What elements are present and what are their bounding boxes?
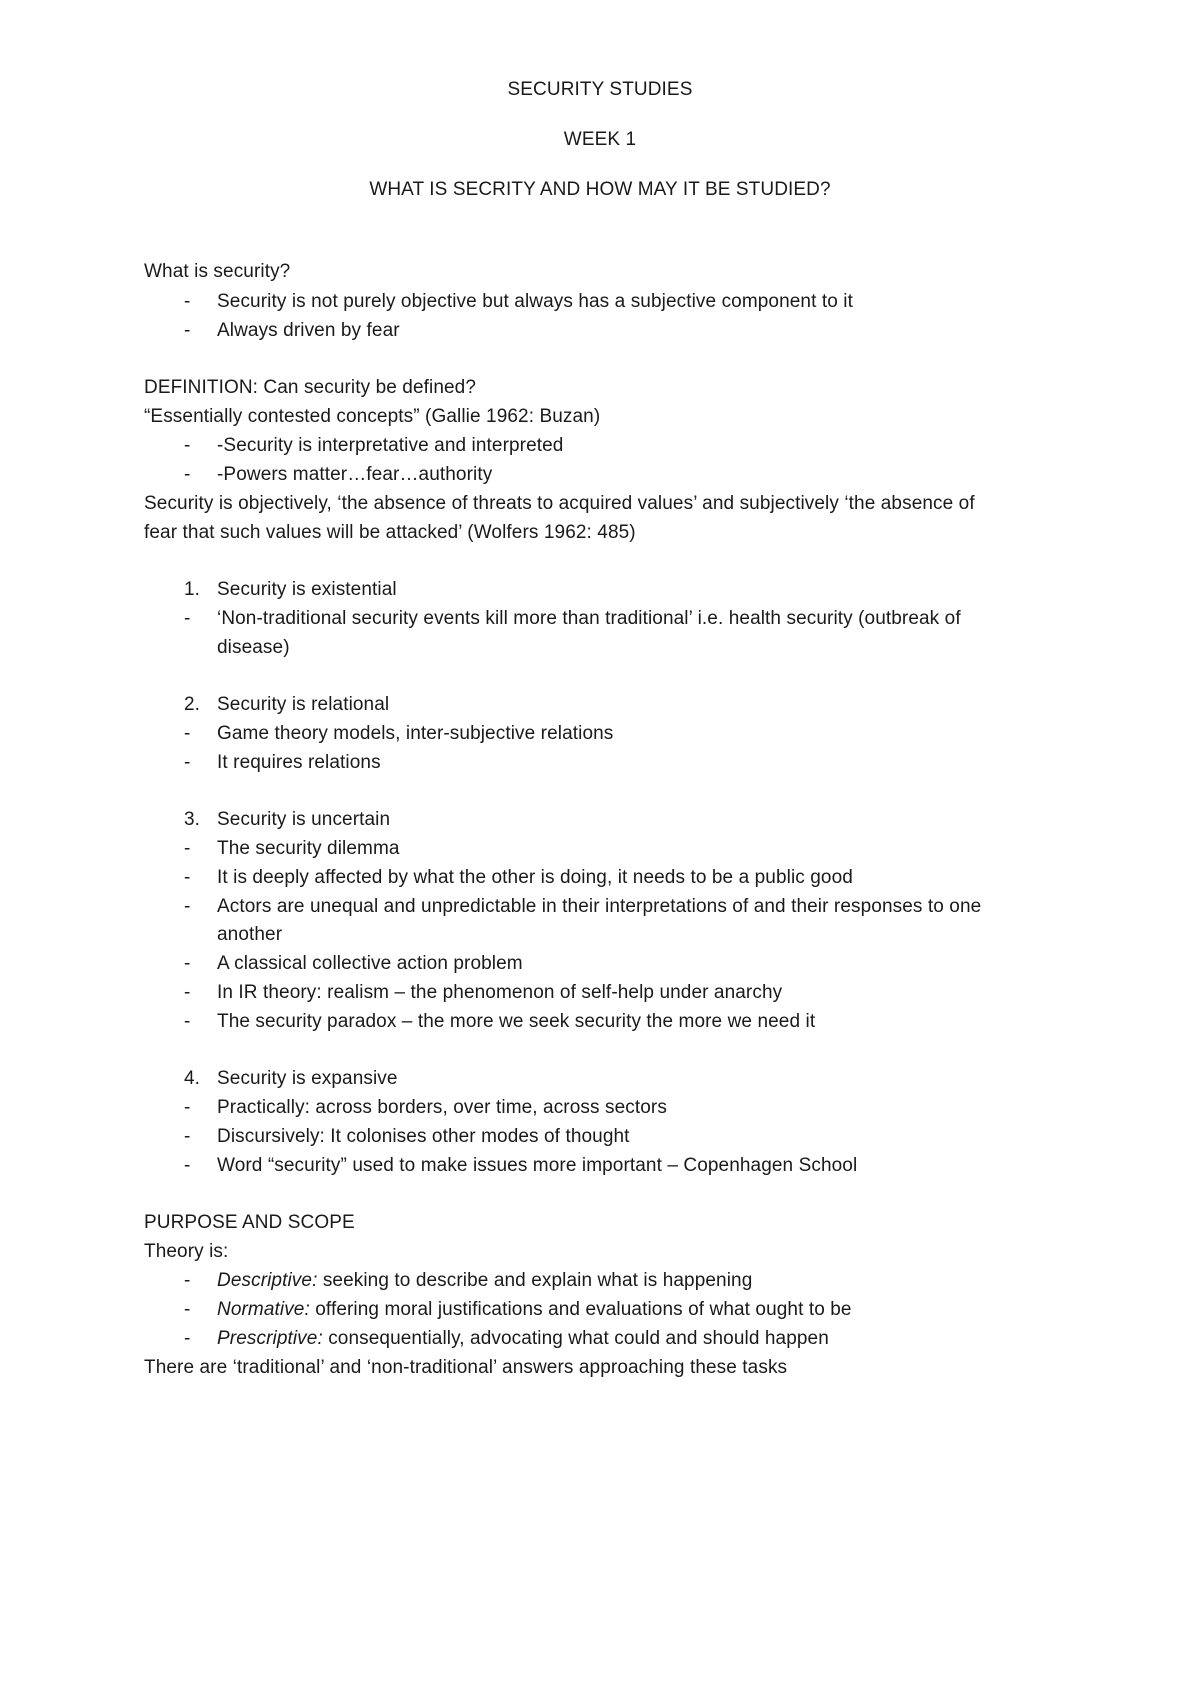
definition-paragraph: Security is objectively, ‘the absence of threats to acquired values’ and subjectively ‘the absence of bbox=[144, 493, 975, 514]
section-bullet: Word “security” used to make issues more important – Copenhagen School bbox=[217, 1155, 858, 1176]
document-title: SECURITY STUDIES bbox=[507, 79, 693, 100]
bullet-dash: - bbox=[184, 464, 191, 485]
purpose-item-text: seeking to describe and explain what is happening bbox=[317, 1270, 753, 1291]
purpose-intro: Theory is: bbox=[144, 1241, 229, 1262]
purpose-item-term: Normative: bbox=[217, 1299, 310, 1320]
section-heading: Security is uncertain bbox=[217, 809, 391, 830]
section-bullet: Actors are unequal and unpredictable in their interpretations of and their responses to one bbox=[217, 896, 982, 917]
section-number: 4. bbox=[184, 1068, 200, 1089]
section-bullet-continued: another bbox=[217, 924, 283, 945]
purpose-item bbox=[217, 1298, 852, 1322]
section-bullet: A classical collective action problem bbox=[217, 953, 523, 974]
bullet-dash: - bbox=[184, 1155, 191, 1176]
intro-bullet: Security is not purely objective but always has a subjective component to it bbox=[217, 291, 853, 312]
bullet-dash: - bbox=[184, 320, 191, 341]
section-bullet: It requires relations bbox=[217, 752, 381, 773]
bullet-dash: - bbox=[184, 752, 191, 773]
section-bullet: The security dilemma bbox=[217, 838, 400, 859]
bullet-dash: - bbox=[184, 1270, 191, 1291]
section-number: 2. bbox=[184, 694, 200, 715]
section-heading: Security is expansive bbox=[217, 1068, 398, 1089]
bullet-dash: - bbox=[184, 867, 191, 888]
bullet-dash: - bbox=[184, 953, 191, 974]
section-heading: Security is relational bbox=[217, 694, 390, 715]
bullet-dash: - bbox=[184, 291, 191, 312]
bullet-dash: - bbox=[184, 838, 191, 859]
definition-paragraph: fear that such values will be attacked’ (Wolfers 1962: 485) bbox=[144, 522, 636, 543]
bullet-dash: - bbox=[184, 1299, 191, 1320]
section-bullet: Practically: across borders, over time, across sectors bbox=[217, 1097, 667, 1118]
bullet-dash: - bbox=[184, 896, 191, 917]
section-bullet: Discursively: It colonises other modes of thought bbox=[217, 1126, 630, 1147]
purpose-item bbox=[217, 1327, 829, 1351]
bullet-dash: - bbox=[184, 608, 191, 629]
definition-bullet: -Powers matter…fear…authority bbox=[217, 464, 493, 485]
definition-bullet: -Security is interpretative and interpreted bbox=[217, 435, 564, 456]
definition-quote: “Essentially contested concepts” (Gallie 1962: Buzan) bbox=[144, 406, 601, 427]
document-subtitle: WHAT IS SECRITY AND HOW MAY IT BE STUDIED? bbox=[369, 179, 831, 200]
purpose-item bbox=[217, 1269, 752, 1293]
bullet-dash: - bbox=[184, 1126, 191, 1147]
section-bullet: In IR theory: realism – the phenomenon of self-help under anarchy bbox=[217, 982, 783, 1003]
bullet-dash: - bbox=[184, 1328, 191, 1349]
section-bullet: It is deeply affected by what the other is doing, it needs to be a public good bbox=[217, 867, 853, 888]
purpose-item-text: consequentially, advocating what could and should happen bbox=[322, 1328, 829, 1349]
section-bullet: Game theory models, inter-subjective relations bbox=[217, 723, 614, 744]
purpose-closing: There are ‘traditional’ and ‘non-traditional’ answers approaching these tasks bbox=[144, 1357, 788, 1378]
intro-bullet: Always driven by fear bbox=[217, 320, 400, 341]
section-bullet: ‘Non-traditional security events kill more than traditional’ i.e. health security (outbreak of bbox=[217, 608, 961, 629]
section-bullet: The security paradox – the more we seek security the more we need it bbox=[217, 1011, 816, 1032]
week-label: WEEK 1 bbox=[563, 129, 637, 150]
bullet-dash: - bbox=[184, 723, 191, 744]
section-number: 1. bbox=[184, 579, 200, 600]
bullet-dash: - bbox=[184, 435, 191, 456]
bullet-dash: - bbox=[184, 1097, 191, 1118]
purpose-item-term: Descriptive: bbox=[217, 1270, 318, 1291]
section-bullet-continued: disease) bbox=[217, 637, 290, 658]
purpose-item-text: offering moral justifications and evaluations of what ought to be bbox=[309, 1299, 852, 1320]
intro-question: What is security? bbox=[144, 261, 291, 282]
section-number: 3. bbox=[184, 809, 200, 830]
bullet-dash: - bbox=[184, 982, 191, 1003]
purpose-item-term: Prescriptive: bbox=[217, 1328, 323, 1349]
bullet-dash: - bbox=[184, 1011, 191, 1032]
definition-heading: DEFINITION: Can security be defined? bbox=[144, 377, 477, 398]
purpose-heading: PURPOSE AND SCOPE bbox=[144, 1212, 355, 1233]
section-heading: Security is existential bbox=[217, 579, 397, 600]
